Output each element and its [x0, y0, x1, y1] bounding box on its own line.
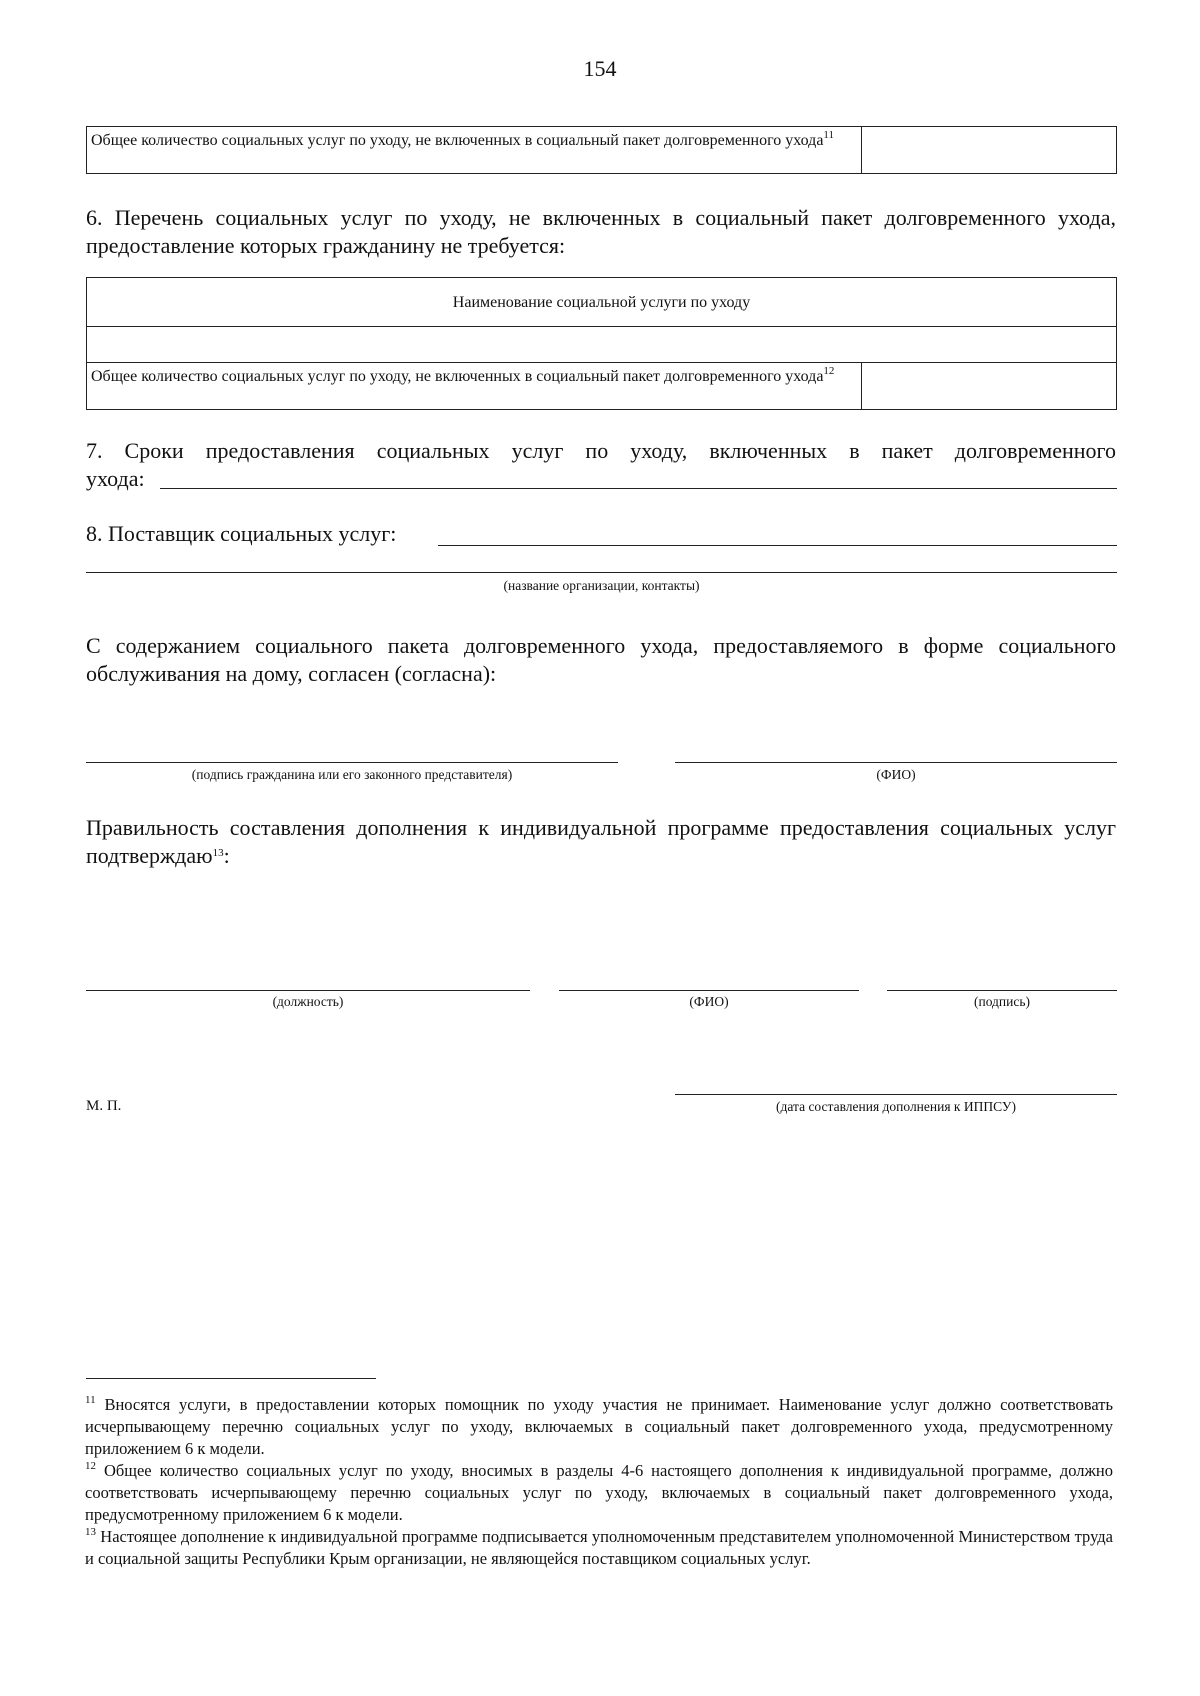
section8-label: 8. Поставщик социальных услуг:	[86, 521, 397, 546]
footnote-ref-11: 11	[823, 129, 835, 141]
section7-line2-label: ухода:	[86, 466, 145, 491]
top-table-label: Общее количество социальных услуг по уходу, не включенных в социальный пакет долговременного ухода	[91, 132, 824, 149]
confirm-fio-caption: (ФИО)	[689, 994, 729, 1009]
top-table-label-cell	[86, 126, 862, 174]
footnote-13	[85, 1526, 1113, 1570]
page-number: 154	[583, 56, 617, 81]
footnote-11-text: Вносятся услуги, в предоставлении которых помощник по уходу участия не принимает. Наименование услуг должно соответствовать исчерпывающему перечню социальных услуг по уходу, включаемых в социальный пакет долговременного ухода, предусмотренному приложением 6 к модели.	[85, 1395, 1113, 1458]
footnote-ref-12: 12	[823, 365, 835, 377]
stamp-mp: М. П.	[86, 1098, 122, 1114]
section6-total-label-cell	[86, 362, 862, 410]
date-line[interactable]	[675, 1094, 1117, 1095]
section6-total-value-cell[interactable]	[861, 362, 1117, 410]
section8-caption: (название организации, контакты)	[503, 578, 700, 593]
section6-heading: 6. Перечень социальных услуг по уходу, не включенных в социальный пакет долговременного ухода, предоставление которых гражданину не требуется:	[86, 205, 1116, 258]
section6-table-header: Наименование социальной услуги по уходу	[452, 294, 751, 311]
section7-line1: 7. Сроки предоставления социальных услуг по уходу, включенных в пакет долговременного	[86, 438, 1116, 463]
section8-fill-line[interactable]	[438, 545, 1117, 546]
date-caption: (дата составления дополнения к ИППСУ)	[776, 1099, 1016, 1114]
footnote-13-text: Настоящее дополнение к индивидуальной программе подписывается уполномоченным представителем уполномоченной Министерством труда и социальной защиты Республики Крым организации, не являющейся поставщиком социальных услуг.	[85, 1527, 1114, 1568]
position-line[interactable]	[86, 990, 530, 991]
consent-signature-line[interactable]	[86, 762, 618, 763]
section6-table-empty-row[interactable]	[86, 326, 1117, 363]
section6-table-header-cell	[86, 277, 1117, 327]
footnote-12-number: 12	[85, 1460, 96, 1472]
footnote-ref-13: 13	[212, 847, 224, 859]
footnote-12	[85, 1460, 1113, 1526]
confirmation-text-body: Правильность составления дополнения к индивидуальной программе предоставления социальных услуг подтверждаю	[86, 815, 1116, 868]
position-caption: (должность)	[272, 994, 344, 1009]
confirm-signature-caption: (подпись)	[973, 994, 1031, 1009]
consent-signature-caption: (подпись гражданина или его законного представителя)	[191, 767, 513, 782]
confirmation-text	[86, 814, 1116, 870]
consent-fio-caption: (ФИО)	[876, 767, 916, 782]
confirm-signature-line[interactable]	[887, 990, 1117, 991]
footnote-12-text: Общее количество социальных услуг по уходу, вносимых в разделы 4-6 настоящего дополнения к индивидуальной программе, должно соответствовать исчерпывающему перечню социальных услуг по уходу, включаемых в социальный пакет долговременного ухода, предусмотренному приложением 6 к модели.	[85, 1461, 1113, 1524]
top-table-value-cell[interactable]	[861, 126, 1117, 174]
consent-fio-line[interactable]	[675, 762, 1117, 763]
section6-total-label: Общее количество социальных услуг по уходу, не включенных в социальный пакет долговременного ухода	[91, 368, 824, 385]
footnote-11	[85, 1394, 1113, 1460]
confirmation-colon: :	[223, 843, 230, 868]
section8-second-line[interactable]	[86, 572, 1117, 573]
consent-text: С содержанием социального пакета долговременного ухода, предоставляемого в форме социального обслуживания на дому, согласен (согласна):	[86, 633, 1116, 686]
footnote-separator	[86, 1378, 376, 1379]
confirm-fio-line[interactable]	[559, 990, 859, 991]
footnote-11-number: 11	[85, 1394, 96, 1406]
footnote-13-number: 13	[85, 1526, 96, 1538]
section7-fill-line[interactable]	[160, 488, 1117, 489]
